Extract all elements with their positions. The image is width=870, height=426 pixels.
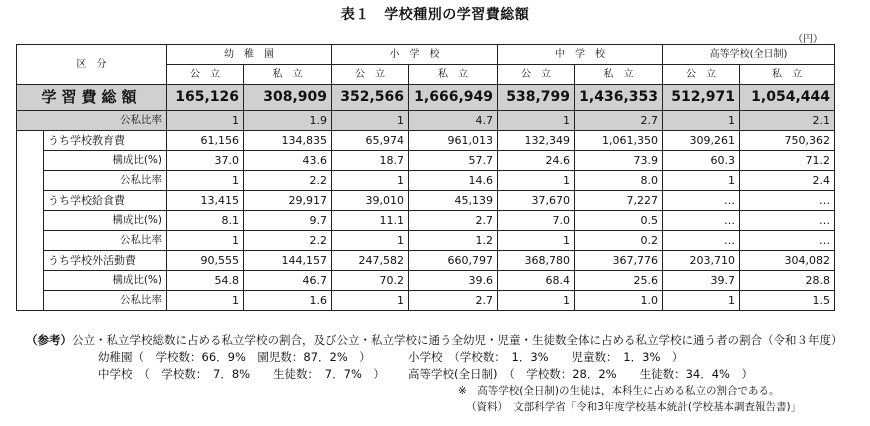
composition-row bbox=[17, 211, 835, 231]
ratio-value: 1 bbox=[332, 171, 409, 191]
ratio-value: 1 bbox=[663, 291, 740, 311]
ratio-value: 1.5 bbox=[740, 291, 835, 311]
composition-row bbox=[17, 151, 835, 171]
group-value: 90,555 bbox=[167, 251, 244, 271]
ratio-value: 1 bbox=[332, 291, 409, 311]
header-public: 公 立 bbox=[167, 65, 244, 85]
ratio-value: 2.2 bbox=[244, 171, 332, 191]
composition-value: 24.6 bbox=[498, 151, 575, 171]
group-value: 37,670 bbox=[498, 191, 575, 211]
group-school-lunch bbox=[17, 191, 835, 251]
indent-cell bbox=[17, 191, 44, 251]
ratio-value: 1 bbox=[663, 171, 740, 191]
group-label: うち学校給食費 bbox=[44, 191, 167, 211]
ratio-value: 1 bbox=[332, 231, 409, 251]
composition-value: 8.1 bbox=[167, 211, 244, 231]
group-value: 309,261 bbox=[663, 131, 740, 151]
composition-value: 11.1 bbox=[332, 211, 409, 231]
ratio-value: 1 bbox=[498, 291, 575, 311]
total-value: 1,436,353 bbox=[575, 85, 663, 111]
ratio-value: 1 bbox=[498, 171, 575, 191]
composition-label: 構成比(%) bbox=[44, 211, 167, 231]
group-value-row bbox=[17, 191, 835, 211]
group-value: … bbox=[740, 191, 835, 211]
group-value: 961,013 bbox=[409, 131, 498, 151]
composition-value: 2.7 bbox=[409, 211, 498, 231]
ratio-row bbox=[17, 171, 835, 191]
group-value: 203,710 bbox=[663, 251, 740, 271]
header-elementary: 小 学 校 bbox=[332, 45, 498, 65]
ratio-value: 1.2 bbox=[409, 231, 498, 251]
composition-label: 構成比(%) bbox=[44, 151, 167, 171]
group-value: 29,917 bbox=[244, 191, 332, 211]
ratio-row bbox=[17, 231, 835, 251]
composition-value: 54.8 bbox=[167, 271, 244, 291]
ratio-value: 1 bbox=[498, 111, 575, 131]
ratio-value: 0.2 bbox=[575, 231, 663, 251]
total-value: 165,126 bbox=[167, 85, 244, 111]
reference-prefix: （参考） bbox=[26, 333, 72, 347]
ratio-value: 1 bbox=[167, 171, 244, 191]
group-value: 39,010 bbox=[332, 191, 409, 211]
composition-value: 73.9 bbox=[575, 151, 663, 171]
group-value: 304,082 bbox=[740, 251, 835, 271]
ratio-label: 公私比率 bbox=[44, 291, 167, 311]
header-public: 公 立 bbox=[663, 65, 740, 85]
composition-value: … bbox=[740, 211, 835, 231]
note-kindergarten: 幼稚園（ 学校数：66．9% 園児数：87．2% ） bbox=[98, 350, 371, 364]
ratio-value: 2.7 bbox=[409, 291, 498, 311]
ratio-value: 1.9 bbox=[244, 111, 332, 131]
note-elementary: 小学校 （学校数： 1．3% 児童数： 1．3% ） bbox=[408, 350, 684, 364]
header-public: 公 立 bbox=[498, 65, 575, 85]
composition-value: 46.7 bbox=[244, 271, 332, 291]
header-row-types bbox=[17, 45, 835, 65]
ratio-value: 4.7 bbox=[409, 111, 498, 131]
composition-value: 68.4 bbox=[498, 271, 575, 291]
ratio-value: 8.0 bbox=[575, 171, 663, 191]
header-private: 私 立 bbox=[575, 65, 663, 85]
group-value: 660,797 bbox=[409, 251, 498, 271]
ratio-row bbox=[17, 291, 835, 311]
header-junior-high: 中 学 校 bbox=[498, 45, 663, 65]
group-label: うち学校外活動費 bbox=[44, 251, 167, 271]
total-label: 学習費総額 bbox=[17, 85, 167, 111]
total-value: 512,971 bbox=[663, 85, 740, 111]
ratio-value: 14.6 bbox=[409, 171, 498, 191]
unit-label: （円） bbox=[793, 34, 823, 45]
total-row bbox=[17, 85, 835, 111]
group-value: 134,835 bbox=[244, 131, 332, 151]
composition-value: 70.2 bbox=[332, 271, 409, 291]
group-value: 368,780 bbox=[498, 251, 575, 271]
group-value: 144,157 bbox=[244, 251, 332, 271]
ratio-value: 1.6 bbox=[244, 291, 332, 311]
total-value: 1,054,444 bbox=[740, 85, 835, 111]
header-private: 私 立 bbox=[244, 65, 332, 85]
reference-text: 公立・私立学校総数に占める私立学校の割合，及び公立・私立学校に通う全幼児・児童・生徒数全体に占める私立学校に通う者の割合（令和３年度） bbox=[72, 333, 843, 347]
header-private: 私 立 bbox=[740, 65, 835, 85]
group-label: うち学校教育費 bbox=[44, 131, 167, 151]
ratio-value: 2.1 bbox=[740, 111, 835, 131]
header-kindergarten: 幼 稚 園 bbox=[167, 45, 332, 65]
composition-row bbox=[17, 271, 835, 291]
ratio-value: 2.4 bbox=[740, 171, 835, 191]
composition-label: 構成比(%) bbox=[44, 271, 167, 291]
ratio-value: 1 bbox=[167, 291, 244, 311]
ratio-value: 1 bbox=[498, 231, 575, 251]
ratio-label: 公私比率 bbox=[44, 231, 167, 251]
ratio-value: 2.7 bbox=[575, 111, 663, 131]
ratio-value: 1 bbox=[167, 231, 244, 251]
composition-value: 7.0 bbox=[498, 211, 575, 231]
group-value: 13,415 bbox=[167, 191, 244, 211]
page-title: 表１ 学校種別の学習費総額 bbox=[340, 7, 530, 23]
composition-value: 9.7 bbox=[244, 211, 332, 231]
ratio-value: 2.2 bbox=[244, 231, 332, 251]
group-value: 367,776 bbox=[575, 251, 663, 271]
composition-value: … bbox=[663, 211, 740, 231]
group-value-row bbox=[17, 131, 835, 151]
composition-value: 60.3 bbox=[663, 151, 740, 171]
composition-value: 18.7 bbox=[332, 151, 409, 171]
composition-value: 28.8 bbox=[740, 271, 835, 291]
total-ratio-label: 公私比率 bbox=[17, 111, 167, 131]
header-private: 私 立 bbox=[409, 65, 498, 85]
group-value: 1,061,350 bbox=[575, 131, 663, 151]
indent-cell bbox=[17, 251, 44, 311]
composition-value: 57.7 bbox=[409, 151, 498, 171]
total-value: 352,566 bbox=[332, 85, 409, 111]
expense-table bbox=[16, 44, 835, 311]
composition-value: 39.6 bbox=[409, 271, 498, 291]
group-value-row bbox=[17, 251, 835, 271]
group-value: 7,227 bbox=[575, 191, 663, 211]
group-value: 45,139 bbox=[409, 191, 498, 211]
group-value: … bbox=[663, 191, 740, 211]
total-value: 538,799 bbox=[498, 85, 575, 111]
ratio-value: … bbox=[663, 231, 740, 251]
composition-value: 39.7 bbox=[663, 271, 740, 291]
group-value: 61,156 bbox=[167, 131, 244, 151]
group-school-education bbox=[17, 131, 835, 191]
note-high-school: 高等学校(全日制) （ 学校数：28．2% 生徒数：34．4% ） bbox=[408, 367, 753, 381]
indent-cell bbox=[17, 131, 44, 191]
reference-line bbox=[26, 332, 843, 348]
division-header: 区 分 bbox=[17, 45, 167, 85]
composition-value: 0.5 bbox=[575, 211, 663, 231]
total-ratio-row bbox=[17, 111, 835, 131]
header-public: 公 立 bbox=[332, 65, 409, 85]
ratio-value: 1 bbox=[663, 111, 740, 131]
ratio-value: … bbox=[740, 231, 835, 251]
ratio-label: 公私比率 bbox=[44, 171, 167, 191]
header-high-school: 高等学校(全日制) bbox=[663, 45, 835, 65]
total-value: 1,666,949 bbox=[409, 85, 498, 111]
ratio-value: 1 bbox=[332, 111, 409, 131]
group-value: 247,582 bbox=[332, 251, 409, 271]
ratio-value: 1 bbox=[167, 111, 244, 131]
total-value: 308,909 bbox=[244, 85, 332, 111]
group-value: 750,362 bbox=[740, 131, 835, 151]
group-value: 132,349 bbox=[498, 131, 575, 151]
ratio-value: 1.0 bbox=[575, 291, 663, 311]
note-source: （資料） 文部科学省「令和3年度学校基本統計(学校基本調査報告書)」 bbox=[466, 401, 802, 413]
note-asterisk: ※ 高等学校(全日制)の生徒は，本科生に占める私立の割合である。 bbox=[458, 385, 780, 397]
group-outside-activities bbox=[17, 251, 835, 311]
group-value: 65,974 bbox=[332, 131, 409, 151]
composition-value: 37.0 bbox=[167, 151, 244, 171]
note-junior-high: 中学校 （ 学校数： 7．8% 生徒数： 7．7% ） bbox=[98, 367, 385, 381]
composition-value: 71.2 bbox=[740, 151, 835, 171]
composition-value: 25.6 bbox=[575, 271, 663, 291]
composition-value: 43.6 bbox=[244, 151, 332, 171]
